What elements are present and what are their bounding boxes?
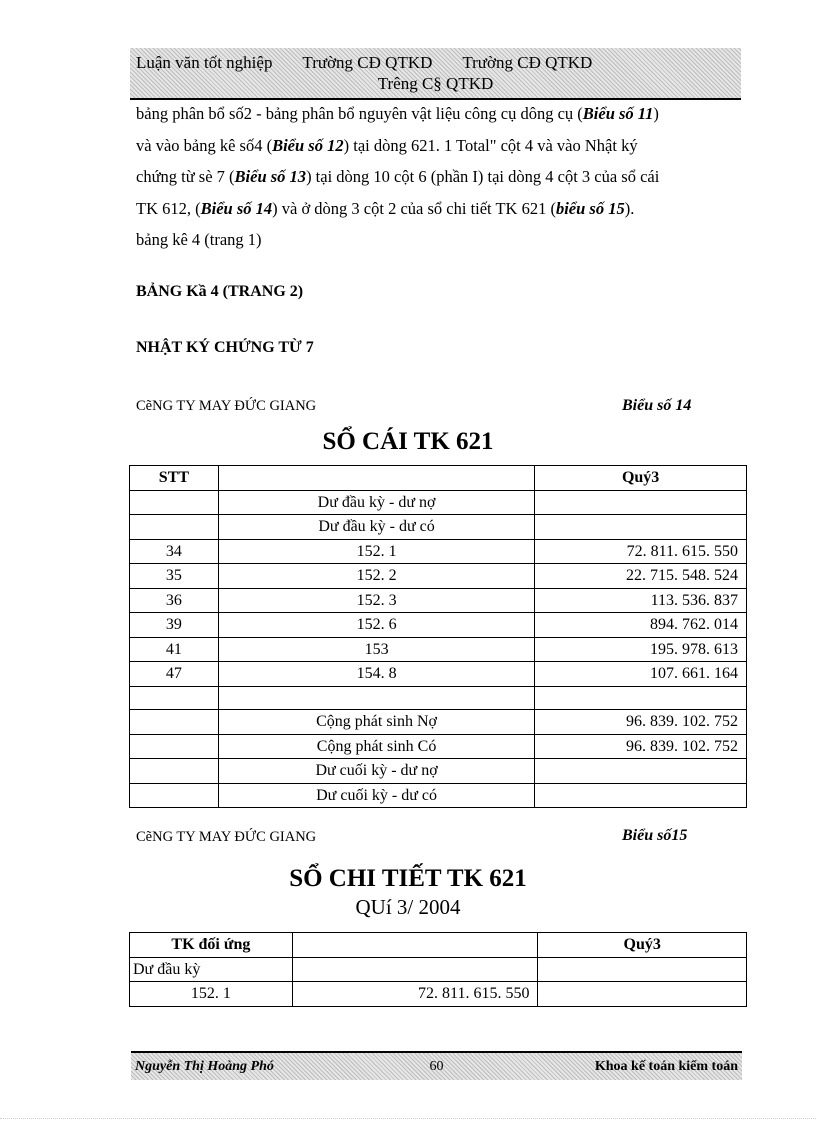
cell-stt: 34 bbox=[130, 539, 219, 564]
bieu-so-label: Biểu số 14 bbox=[622, 397, 692, 414]
page-header bbox=[130, 48, 741, 100]
cell-account: Dư cuối kỳ - dư có bbox=[218, 783, 534, 808]
detail-subtitle: QUí 3/ 2004 bbox=[355, 895, 461, 919]
footer-author: Nguyễn Thị Hoàng Phó bbox=[135, 1059, 274, 1074]
cell-stt bbox=[130, 759, 219, 784]
page-bottom-rule bbox=[0, 1118, 816, 1119]
text-run: ) tại dòng 10 cột 6 (phần I) tại dòng 4 cột 3 của sổ cái bbox=[306, 167, 660, 186]
cell-stt bbox=[130, 686, 219, 710]
table-row bbox=[130, 613, 747, 638]
cell-value: 96. 839. 102. 752 bbox=[535, 734, 747, 759]
paragraph-line bbox=[136, 130, 740, 162]
table-row bbox=[130, 957, 747, 982]
table-row bbox=[130, 515, 747, 540]
cell-value: 107. 661. 164 bbox=[535, 662, 747, 687]
bieu-so-label-2: Biểu số15 bbox=[622, 827, 688, 844]
text-run: và vào bảng kê số4 ( bbox=[136, 135, 273, 155]
cell-account bbox=[218, 686, 534, 710]
cell-value: 22. 715. 548. 524 bbox=[535, 564, 747, 589]
table-row bbox=[130, 490, 747, 515]
cell-amount bbox=[292, 957, 538, 982]
cell-value: 113. 536. 837 bbox=[535, 588, 747, 613]
table-header-row bbox=[130, 933, 747, 958]
cell-value bbox=[535, 759, 747, 784]
column-header-quarter: Quý3 bbox=[535, 466, 747, 491]
text-run: chứng từ sè 7 ( bbox=[136, 167, 235, 186]
cell-value bbox=[535, 783, 747, 808]
text-run: ). bbox=[624, 198, 635, 218]
cell-stt: 39 bbox=[130, 613, 219, 638]
table-row bbox=[130, 588, 747, 613]
table-row bbox=[130, 759, 747, 784]
cell-account: Dư đầu kỳ - dư nợ bbox=[218, 490, 534, 515]
table-header-row bbox=[130, 466, 747, 491]
cell-account: 152. 2 bbox=[218, 564, 534, 589]
table-row bbox=[130, 734, 747, 759]
cell-amount: 72. 811. 615. 550 bbox=[292, 982, 538, 1007]
cell-stt bbox=[130, 490, 219, 515]
cell-account: Cộng phát sinh Nợ bbox=[218, 710, 534, 735]
cell-quarter bbox=[538, 957, 747, 982]
cell-stt: 36 bbox=[130, 588, 219, 613]
header-school-label: Trường CĐ QTKD bbox=[302, 53, 433, 72]
reference-bieu-14: Biểu số 14 bbox=[200, 198, 273, 218]
column-header-stt: STT bbox=[130, 466, 219, 491]
cell-account: 152. 3 bbox=[218, 588, 534, 613]
footer-faculty: Khoa kế toán kiểm toán bbox=[594, 1059, 738, 1074]
footer-page-number: 60 bbox=[429, 1059, 444, 1074]
ledger-title: SỔ CÁI TK 621 bbox=[322, 428, 494, 455]
paragraph-line bbox=[136, 193, 740, 225]
paragraph-line bbox=[136, 161, 740, 193]
cell-stt bbox=[130, 783, 219, 808]
header-school-label-2: Trường CĐ QTKD bbox=[462, 53, 593, 72]
cell-stt: 41 bbox=[130, 637, 219, 662]
cell-value: 96. 839. 102. 752 bbox=[535, 710, 747, 735]
text-run: bảng phân bổ số2 - bảng phân bổ nguyên vật liệu công cụ dông cụ ( bbox=[136, 104, 583, 123]
header-line-1 bbox=[136, 52, 618, 73]
cell-value bbox=[535, 490, 747, 515]
company-name: CẽNG TY MAY ĐỨC GIANG bbox=[136, 398, 317, 414]
cell-value bbox=[535, 515, 747, 540]
ledger-table bbox=[129, 465, 747, 808]
column-header-amount bbox=[292, 933, 538, 958]
cell-value: 894. 762. 014 bbox=[535, 613, 747, 638]
company-name-2: CẽNG TY MAY ĐỨC GIANG bbox=[136, 829, 317, 845]
cell-stt bbox=[130, 710, 219, 735]
detail-table bbox=[129, 932, 747, 1007]
paragraph-line bbox=[136, 98, 740, 130]
table-row bbox=[130, 982, 747, 1007]
column-header-account bbox=[218, 466, 534, 491]
table-row bbox=[130, 539, 747, 564]
text-run: ) bbox=[653, 104, 659, 123]
cell-account: 152. 1 bbox=[218, 539, 534, 564]
reference-bieu-11: Biểu số 11 bbox=[582, 104, 654, 123]
cell-account: 154. 8 bbox=[218, 662, 534, 687]
cell-account: 153 bbox=[218, 637, 534, 662]
table-row bbox=[130, 564, 747, 589]
detail-title: SỔ CHI TIẾT TK 621 bbox=[289, 865, 527, 892]
reference-bieu-15: biểu số 15 bbox=[555, 198, 625, 218]
table-row bbox=[130, 662, 747, 687]
column-header-quarter: Quý3 bbox=[538, 933, 747, 958]
table-row bbox=[130, 637, 747, 662]
cell-stt bbox=[130, 734, 219, 759]
cell-tk-doi-ung: 152. 1 bbox=[130, 982, 293, 1007]
cell-account: Dư đầu kỳ - dư có bbox=[218, 515, 534, 540]
paragraph-line: bảng kê 4 (trang 1) bbox=[136, 230, 262, 249]
column-header-tk-doi-ung: TK đối ứng bbox=[130, 933, 293, 958]
text-run: ) tại dòng 621. 1 Total" cột 4 và vào Nhật ký bbox=[343, 135, 638, 155]
cell-account: Cộng phát sinh Có bbox=[218, 734, 534, 759]
header-line-2: Trêng C§ QTKD bbox=[377, 74, 494, 93]
table-row bbox=[130, 710, 747, 735]
heading-bang-ke: BẢNG Kầ 4 (TRANG 2) bbox=[136, 283, 304, 300]
heading-nhat-ky: NHẬT KÝ CHỨNG TỪ 7 bbox=[136, 339, 314, 356]
cell-tk-doi-ung: Dư đầu kỳ bbox=[130, 957, 293, 982]
cell-account: 152. 6 bbox=[218, 613, 534, 638]
page-footer bbox=[131, 1051, 742, 1080]
table-row bbox=[130, 783, 747, 808]
body-paragraph bbox=[136, 98, 740, 256]
cell-stt bbox=[130, 515, 219, 540]
cell-value: 195. 978. 613 bbox=[535, 637, 747, 662]
cell-stt: 35 bbox=[130, 564, 219, 589]
cell-stt: 47 bbox=[130, 662, 219, 687]
text-run: ) và ở dòng 3 cột 2 của sổ chi tiết TK 621 ( bbox=[272, 198, 556, 218]
header-thesis-label: Luận văn tốt nghiệp bbox=[136, 53, 273, 72]
reference-bieu-12: Biểu số 12 bbox=[272, 135, 344, 155]
table-row bbox=[130, 686, 747, 710]
text-run: TK 612, ( bbox=[136, 198, 201, 218]
reference-bieu-13: Biểu số 13 bbox=[234, 167, 307, 186]
cell-quarter bbox=[538, 982, 747, 1007]
cell-value: 72. 811. 615. 550 bbox=[535, 539, 747, 564]
cell-value bbox=[535, 686, 747, 710]
cell-account: Dư cuối kỳ - dư nợ bbox=[218, 759, 534, 784]
